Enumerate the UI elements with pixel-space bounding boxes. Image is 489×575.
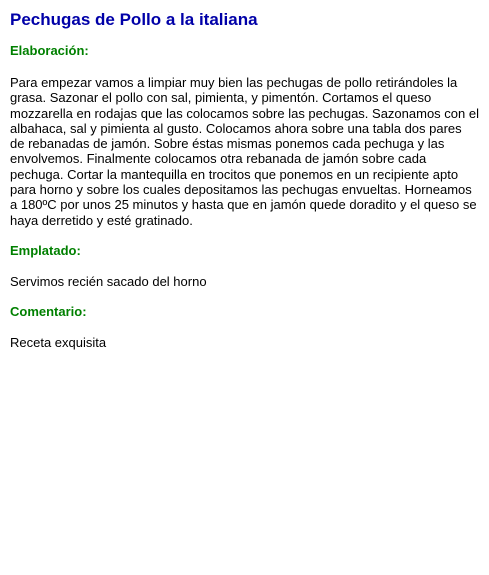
recipe-title: Pechugas de Pollo a la italiana — [10, 10, 258, 29]
elaboracion-heading: Elaboración: — [10, 43, 89, 58]
comentario-heading: Comentario: — [10, 304, 87, 320]
emplatado-heading: Emplatado: — [10, 242, 81, 258]
comentario-text: Receta exquisita — [10, 335, 107, 351]
emplatado-text: Servimos recién sacado del horno — [10, 273, 207, 289]
elaboracion-text: Para empezar vamos a limpiar muy bien las pechugas de pollo retirándoles la grasa. Sazonar el pollo con sal, pimienta, y pimentón. Cortamos el queso mozzarella en rodajas que las colocamos sobre las pechugas. Sazonamos con el albahaca, sal y pimienta al gusto. Colocamos ahora sobre una tabla dos pares de rebanadas de jamón. Sobre éstas mismas ponemos cada pechuga y las envolvemos. Finalmente colocamos otra rebanada de jamón sobre cada pechuga. Cortar la mantequilla en trocitos que ponemos en un recipiente apto para horno y sobre los cuales depositamos las pechugas envueltas. Horneamos a 180ºC por unos 25 minutos y hasta que en jamón quede doradito y el queso se haya derretido y esté gratinado. — [10, 75, 479, 228]
